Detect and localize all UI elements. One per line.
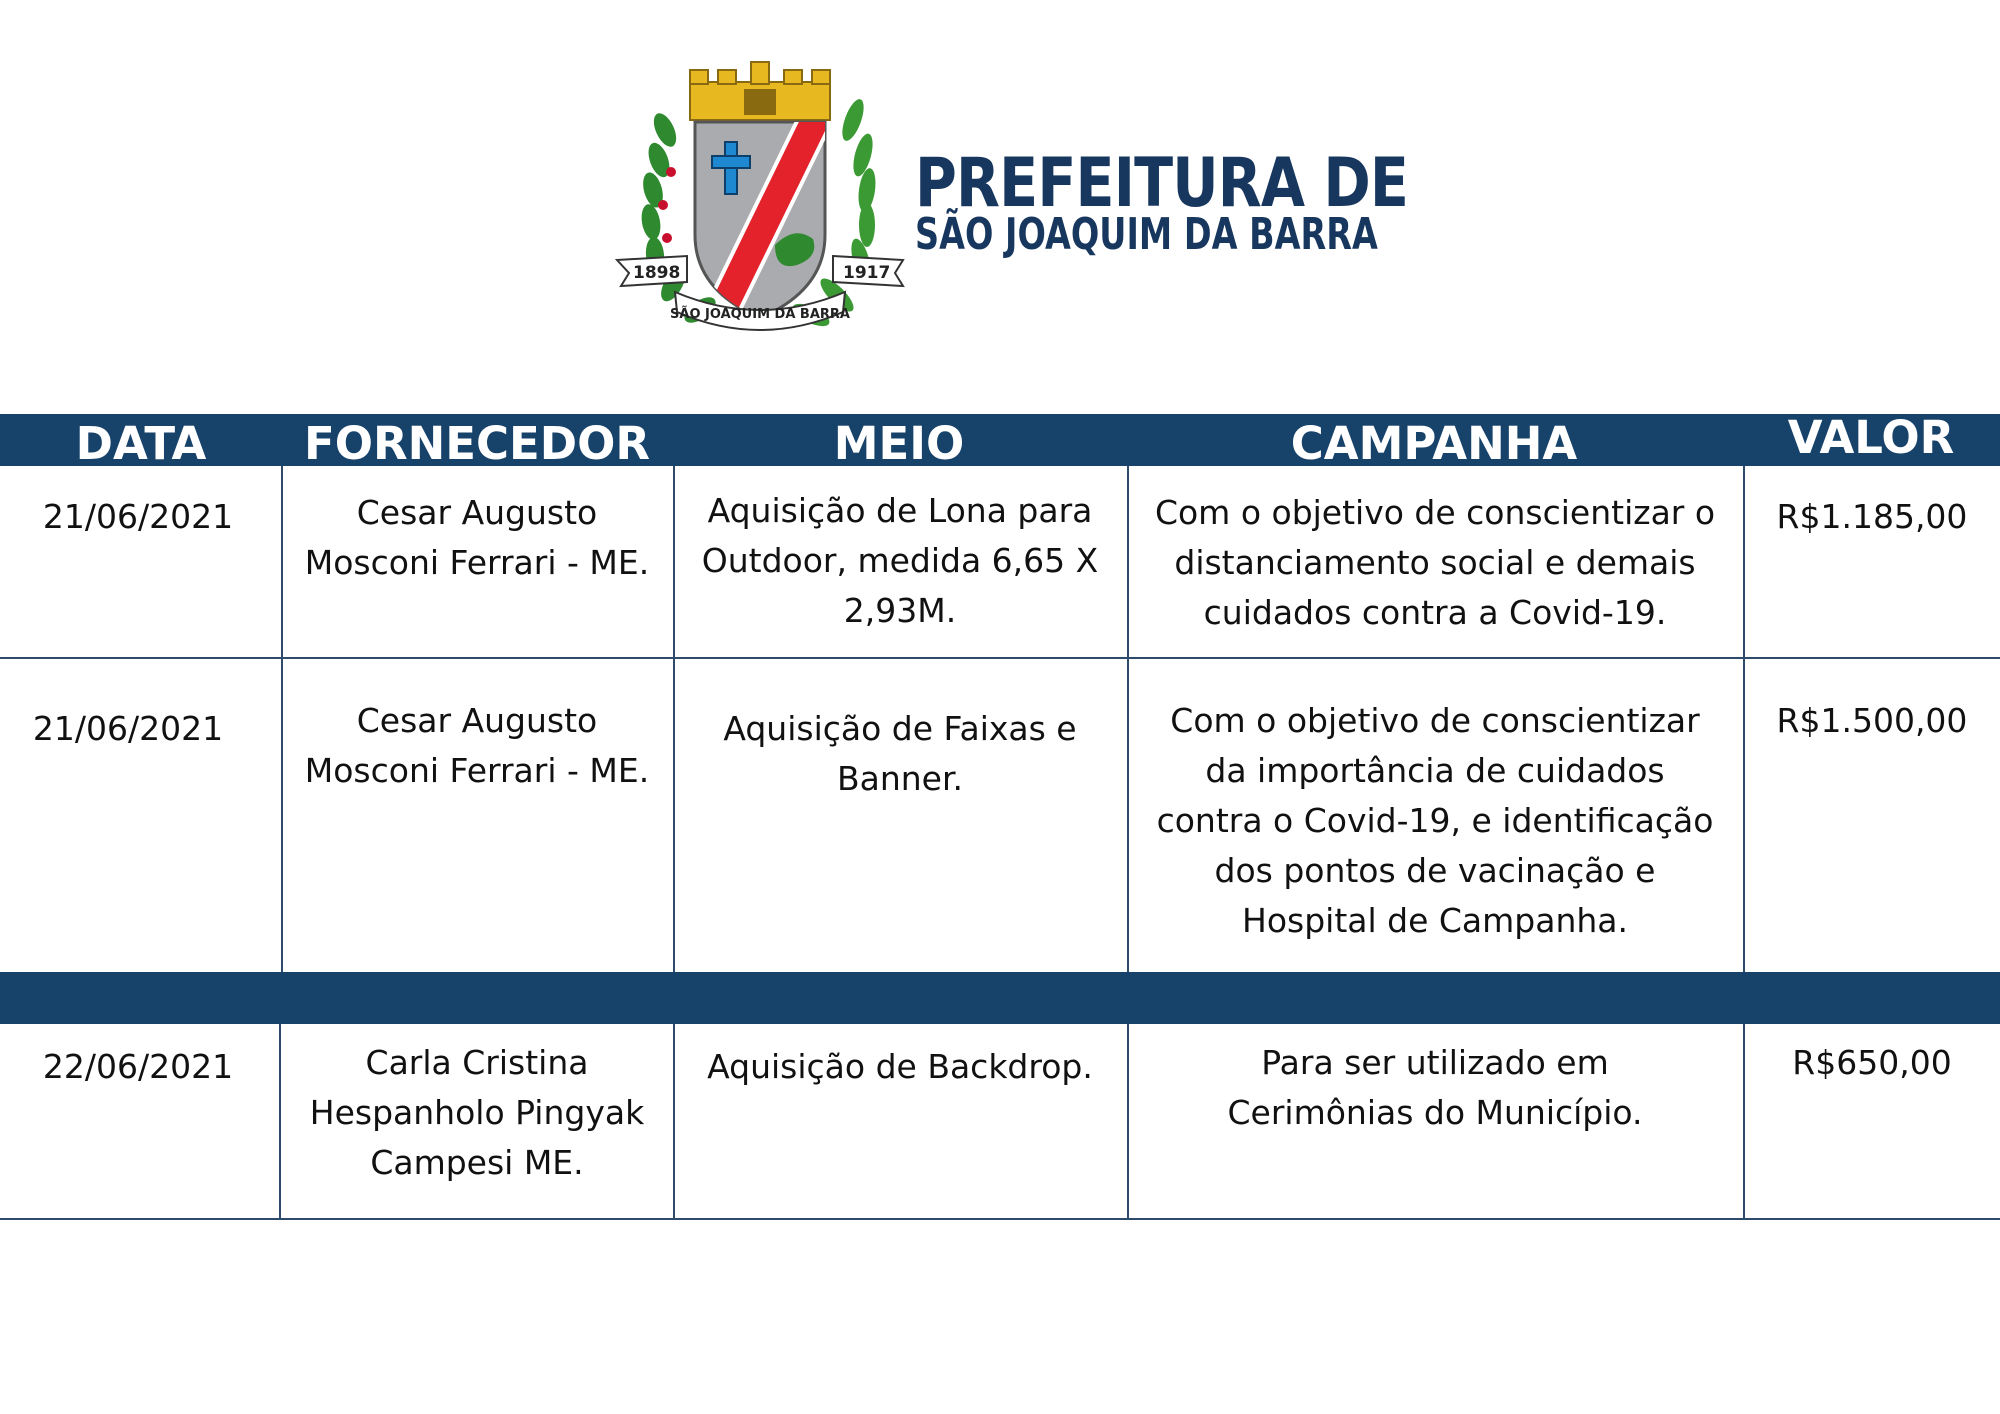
column-header-valor: VALOR <box>1787 414 1955 464</box>
mural-crown <box>690 62 830 120</box>
column-header-meio: MEIO <box>833 417 965 466</box>
cell-meio: Aquisição de Lona para Outdoor, medida 6,65 X 2,93M. <box>701 491 1099 630</box>
cell-campanha: Para ser utilizado em Cerimônias do Município. <box>1227 1043 1643 1132</box>
table-bottom-border <box>0 1218 2000 1220</box>
table-header <box>0 414 2000 466</box>
cell-meio: Aquisição de Faixas e Banner. <box>723 709 1077 798</box>
column-divider <box>279 1024 281 1220</box>
section-divider-bar <box>0 972 2000 1024</box>
cell-valor: R$1.500,00 <box>1776 701 1968 740</box>
brand-title: PREFEITURA DE <box>915 144 1409 223</box>
cell-fornecedor: Carla Cristina Hespanholo Pingyak Campesi ME. <box>309 1043 645 1182</box>
municipality-brand <box>615 60 1409 355</box>
column-divider <box>1743 466 1745 972</box>
crest-year-right: 1917 <box>843 263 891 283</box>
column-divider <box>1127 466 1129 972</box>
column-divider <box>1127 1024 1129 1220</box>
cell-data: 21/06/2021 <box>32 709 224 748</box>
crest-ribbon-text: SÃO JOAQUIM DA BARRA <box>670 307 850 322</box>
cell-fornecedor: Cesar Augusto Mosconi Ferrari - ME. <box>304 493 650 582</box>
brand-subtitle: SÃO JOAQUIM DA BARRA <box>915 209 1378 260</box>
column-divider <box>673 1024 675 1220</box>
column-header-campanha: CAMPANHA <box>1290 417 1578 466</box>
cell-fornecedor: Cesar Augusto Mosconi Ferrari - ME. <box>304 701 650 790</box>
column-divider <box>673 466 675 972</box>
coat-of-arms-logo <box>615 60 905 355</box>
cell-valor: R$1.185,00 <box>1776 497 1968 536</box>
cell-meio: Aquisição de Backdrop. <box>707 1047 1093 1086</box>
cell-data: 22/06/2021 <box>42 1047 234 1086</box>
column-header-fornecedor: FORNECEDOR <box>303 417 651 466</box>
column-divider <box>281 466 283 972</box>
cell-campanha: Com o objetivo de conscientizar o distanciamento social e demais cuidados contra a Covid-19. <box>1154 493 1716 632</box>
cell-data: 21/06/2021 <box>42 497 234 536</box>
cell-valor: R$650,00 <box>1792 1043 1952 1082</box>
column-header-data: DATA <box>75 417 207 466</box>
cell-campanha: Com o objetivo de conscientizar da importância de cuidados contra o Covid-19, e identificação dos pontos de vacinação e Hospital de Campanha. <box>1156 701 1714 940</box>
crest-year-left: 1898 <box>633 263 681 283</box>
expenses-table <box>0 414 2000 1220</box>
column-divider <box>1743 1024 1745 1220</box>
row-divider <box>0 657 2000 659</box>
